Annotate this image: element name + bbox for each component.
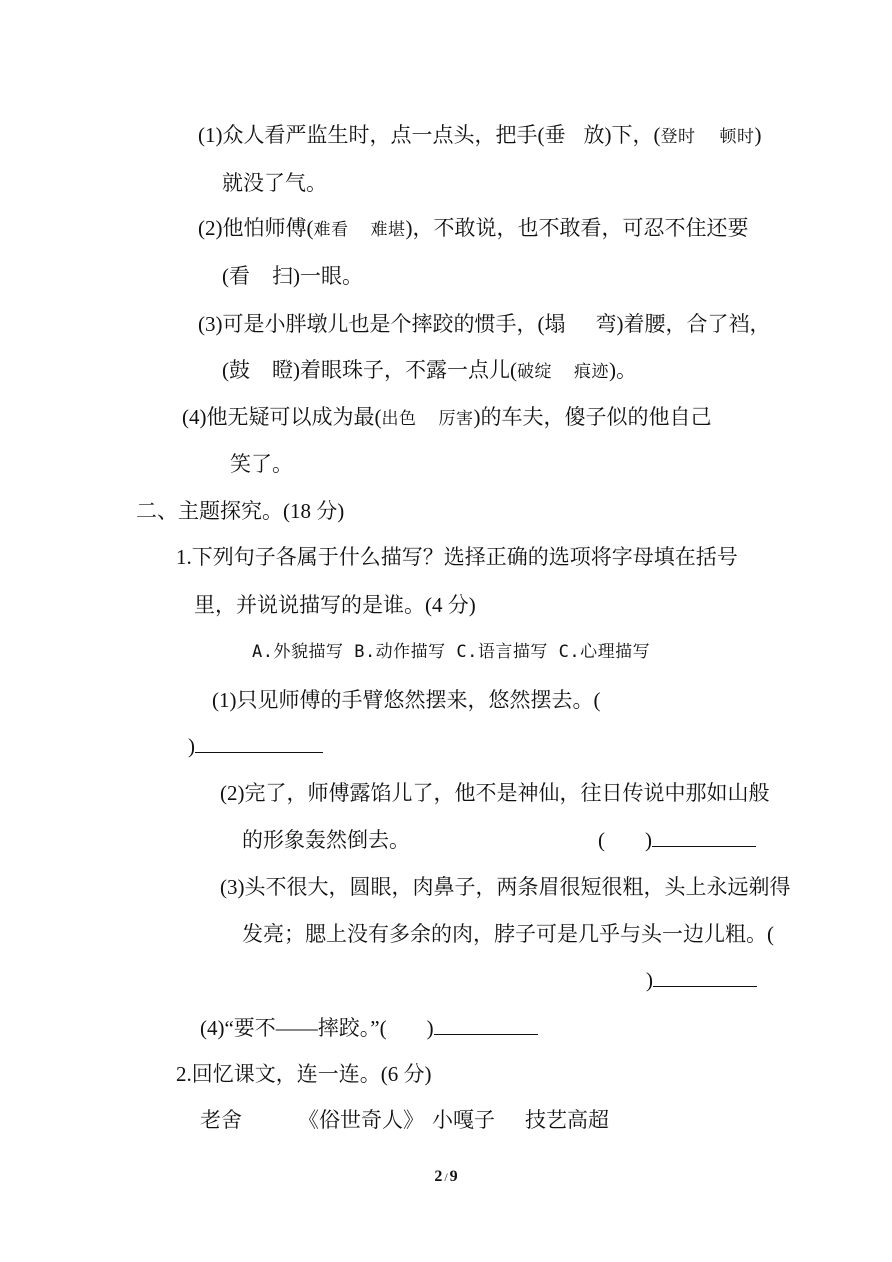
question-2-prompt: 2.回忆课文，连一连。(6 分): [176, 1062, 432, 1086]
sentence-2-cont: 的形象轰然倒去。: [242, 828, 410, 852]
sentence-3: (3)头不很大，圆眼，肉鼻子，两条眉很短很粗，头上永远剃得: [220, 875, 791, 899]
answer-blank-3[interactable]: [653, 966, 757, 987]
answer-blank-4[interactable]: [434, 1014, 538, 1035]
match-item-book[interactable]: 《俗世奇人》: [298, 1108, 424, 1132]
sentence-4: (4)“要不——摔跤。”( ): [200, 1014, 538, 1042]
question-1-prompt-cont: 里，并说说描写的是谁。(4 分): [194, 593, 476, 617]
q1-line-5: (3)可是小胖墩儿也是个摔跤的惯手，(塌 弯)着腰，合了裆，: [198, 312, 771, 336]
q1-line-3: (2)他怕师傅(难看 难堪)，不敢说，也不敢看，可忍不住还要: [198, 216, 749, 240]
page-number: 2 / 9: [434, 1168, 458, 1185]
sentence-3-cont: 发亮；腮上没有多余的肉，脖子可是几乎与头一边儿粗。(: [242, 922, 774, 946]
match-row: [200, 1106, 609, 1134]
options-line: A.外貌描写 B.动作描写 C.语言描写 C.心理描写: [252, 642, 651, 662]
q1-line-4: (看 扫)一眼。: [222, 264, 363, 288]
sentence-1-answer: ): [188, 732, 323, 760]
sentence-1: (1)只见师傅的手臂悠然摆来，悠然摆去。(: [212, 688, 601, 712]
q1-line-7: (4)他无疑可以成为最(出色 厉害)的车夫，傻子似的他自己: [182, 405, 712, 429]
answer-blank-2[interactable]: [652, 826, 756, 847]
section-heading: 二、主题探究。(18 分): [136, 499, 345, 523]
q1-line-8: 笑了。: [230, 452, 293, 476]
q1-line-2: 就没了气。: [222, 171, 327, 195]
match-item-author[interactable]: 老舍: [200, 1108, 242, 1132]
q1-line-6: (鼓 瞪)着眼珠子，不露一点儿(破绽 痕迹)。: [222, 358, 637, 382]
q1-line-1: (1)众人看严监生时，点一点头，把手(垂 放)下，(登时 顿时): [198, 123, 762, 147]
sentence-2-answer: ( ): [598, 826, 756, 854]
question-1-prompt: 1.下列句子各属于什么描写？选择正确的选项将字母填在括号: [176, 545, 738, 569]
match-item-trait[interactable]: 技艺高超: [525, 1108, 609, 1132]
match-item-character[interactable]: 小嘎子: [432, 1108, 495, 1132]
sentence-2: (2)完了，师傅露馅儿了，他不是神仙，往日传说中那如山般: [220, 781, 770, 805]
answer-blank-1[interactable]: [195, 732, 323, 753]
sentence-3-answer: ): [646, 966, 757, 994]
